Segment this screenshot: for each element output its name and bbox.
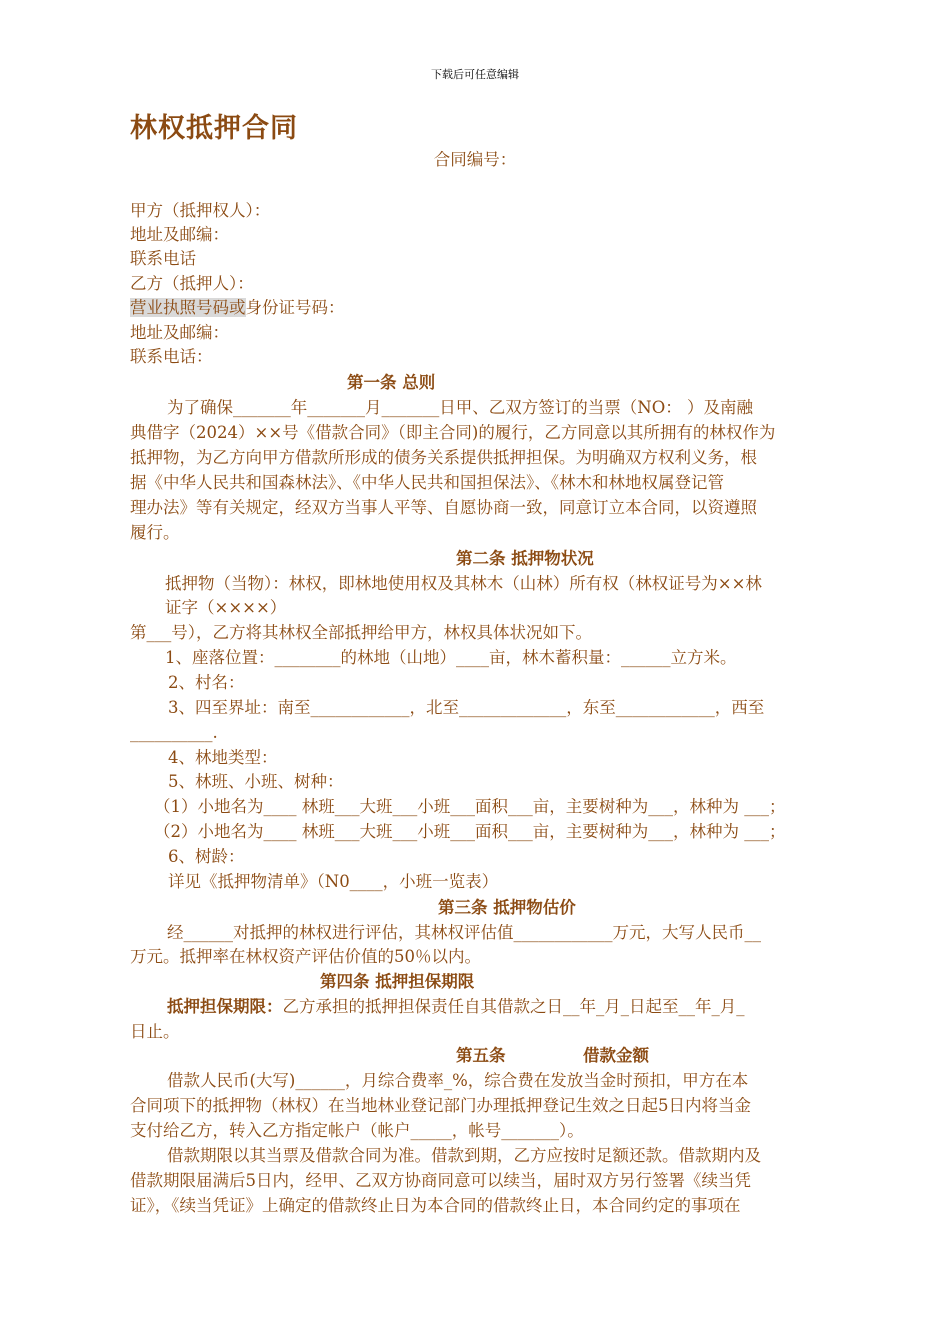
art1-line: 理办法》等有关规定，经双方当事人平等、自愿协商一致，同意订立本合同，以资遵照 <box>130 498 757 517</box>
art2-line: 5、林班、小班、树种： <box>168 772 344 791</box>
phone-a: 联系电话 <box>130 249 196 268</box>
art2-line: 3、四至界址：南至____________，北至_____________，东至____________，西至 <box>168 698 765 717</box>
article-5-heading: 第五条 <box>456 1046 506 1065</box>
article-1-heading: 第一条 总则 <box>347 373 436 392</box>
art1-line: 抵押物，为乙方向甲方借款所形成的债务关系提供抵押担保。为明确双方权利义务，根 <box>130 448 757 467</box>
party-a: 甲方（抵押权人）： <box>130 201 271 220</box>
art5-line: 合同项下的抵押物（林权）在当地林业登记部门办理抵押登记生效之日起5日内将当金 <box>130 1096 751 1115</box>
art5-line: 证》，《续当凭证》上确定的借款终止日为本合同的借款终止日，本合同约定的事项在 <box>130 1196 741 1215</box>
contract-number: 合同编号： <box>433 150 517 169</box>
art2-line: （1）小地名为____ 林班___大班___小班___面积___亩，主要树种为___，林种为 ___； <box>154 797 786 816</box>
party-b: 乙方（抵押人）： <box>130 274 254 293</box>
document-title: 林权抵押合同 <box>130 113 298 144</box>
art1-line: 典借字（2024）××号《借款合同》（即主合同)的履行，乙方同意以其所拥有的林权作为 <box>130 423 776 442</box>
art2-line: 6、树龄： <box>168 847 245 866</box>
article-2-heading: 第二条 抵押物状况 <box>456 549 594 568</box>
address-b: 地址及邮编： <box>130 323 229 342</box>
article-5-heading-title: 借款金额 <box>583 1046 649 1065</box>
art4-label: 抵押担保期限： <box>167 997 283 1016</box>
id-number <box>130 296 345 320</box>
art5-line: 支付给乙方，转入乙方指定帐户（帐户_____，帐号_______）。 <box>130 1121 584 1140</box>
art2-line: 第___号），乙方将其林权全部抵押给甲方，林权具体状况如下。 <box>130 623 592 642</box>
art1-line: 履行。 <box>130 523 180 542</box>
header-note: 下载后可任意编辑 <box>431 68 519 81</box>
art5-line: 借款人民币(大写)______，月综合费率_%，综合费在发放当金时预扣，甲方在本 <box>167 1071 749 1090</box>
art2-line: （2）小地名为____ 林班___大班___小班___面积___亩，主要树种为___，林种为 ___； <box>154 822 786 841</box>
art4-text: 乙方承担的抵押担保责任自其借款之日__年_月_日起至__年_月_ <box>282 997 745 1016</box>
art5-line: 借款期限届满后5日内，经甲、乙双方协商同意可以续当，届时双方另行签署《续当凭 <box>130 1171 751 1190</box>
art4-line: 日止。 <box>130 1022 180 1041</box>
art2-line: 1、座落位置：________的林地（山地）____亩，林木蓄积量：______立方米。 <box>165 648 737 667</box>
article-4-heading: 第四条 抵押担保期限 <box>320 972 475 991</box>
art3-line: 万元。抵押率在林权资产评估价值的50％以内。 <box>130 947 481 966</box>
phone-b: 联系电话： <box>130 347 213 366</box>
art1-line: 据《中华人民共和国森林法》、《中华人民共和国担保法》、《林木和林地权属登记管 <box>130 473 724 492</box>
art2-line: __________. <box>130 723 218 742</box>
art2-line: 2、村名： <box>168 673 245 692</box>
art3-line: 经______对抵押的林权进行评估，其林权评估值____________万元，大写人民币__ <box>167 923 761 942</box>
art1-line: 为了确保_______年_______月_______日甲、乙双方签订的当票（NO： ）及南融 <box>167 398 753 417</box>
art2-line: 详见《抵押物清单》（N0____，小班一览表） <box>168 872 499 891</box>
id-highlight: 营业执照号码或 <box>130 298 246 317</box>
id-rest: 身份证号码： <box>245 298 345 317</box>
address-a: 地址及邮编： <box>130 225 229 244</box>
art4-line <box>167 995 745 1019</box>
article-3-heading: 第三条 抵押物估价 <box>438 898 576 917</box>
art2-line: 抵押物（当物）：林权，即林地使用权及其林木（山林）所有权（林权证号为××林 <box>165 574 762 593</box>
art2-line: 4、林地类型： <box>168 748 278 767</box>
art2-line: 证字（××××） <box>165 598 287 617</box>
art5-line: 借款期限以其当票及借款合同为准。借款到期，乙方应按时足额还款。借款期内及 <box>167 1146 761 1165</box>
